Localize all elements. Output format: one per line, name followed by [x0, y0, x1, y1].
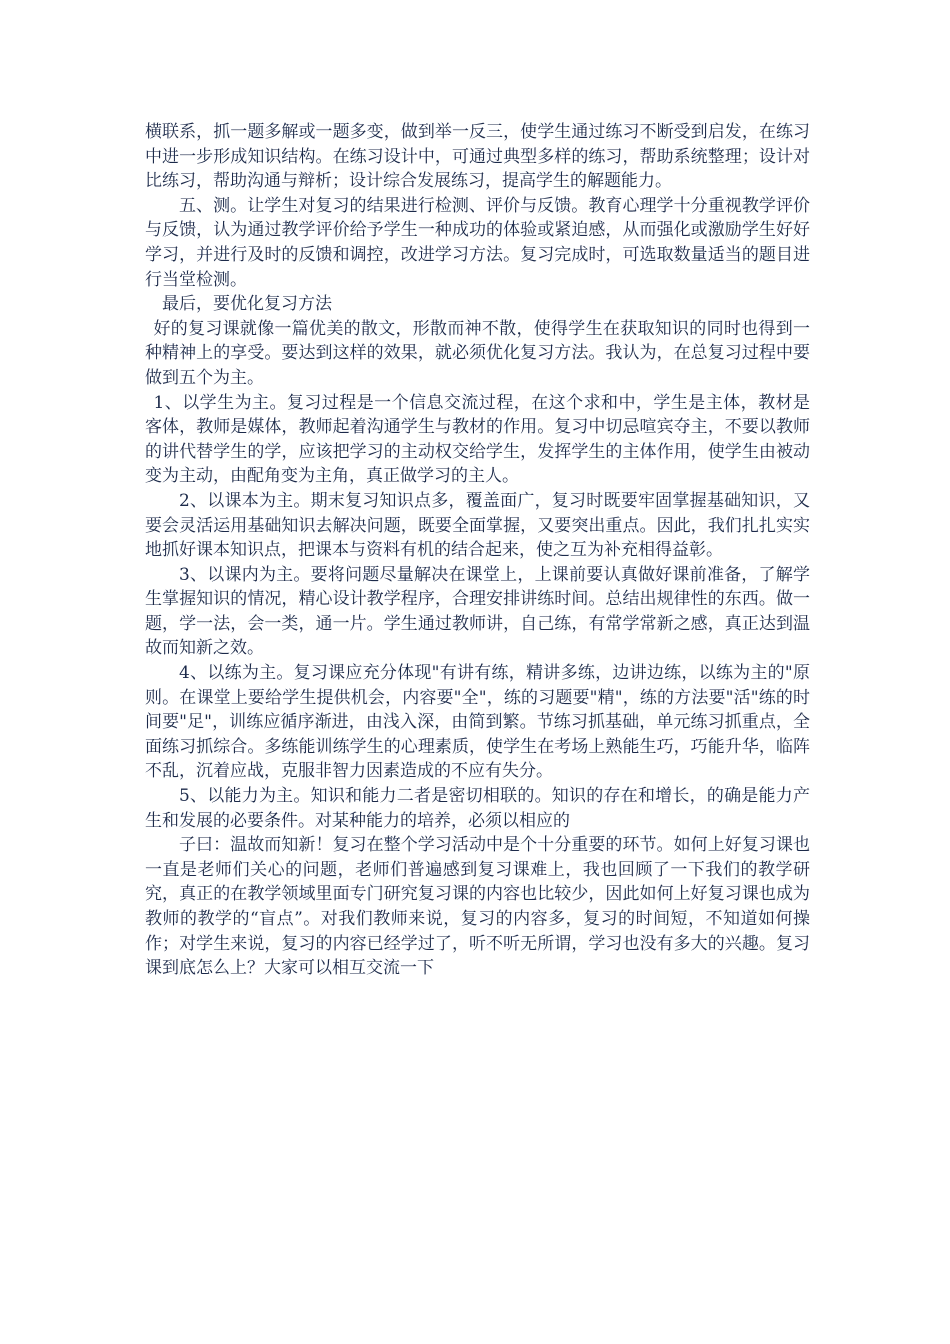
- paragraph-confucius-quote: 子曰：温故而知新！复习在整个学习活动中是个十分重要的环节。如何上好复习课也一直是老师们关心的问题，老师们普遍感到复习课难上，我也回顾了一下我们的教学研究，真正的在教学领域里面专门研究复习课的内容也比较少，因此如何上好复习课也成为教师的教学的“盲点”。对我们教师来说，复习的内容多，复习的时间短，不知道如何操作；对学生来说，复习的内容已经学过了，听不听无所谓，学习也没有多大的兴趣。复习课到底怎么上？大家可以相互交流一下: [145, 835, 810, 979]
- paragraph-practice-centered: 4、以练为主。复习课应充分体现"有讲有练，精讲多练，边讲边练，以练为主的"原则。在课堂上要给学生提供机会，内容要"全"，练的习题要"精"，练的方法要"活"练的时间要"足"，训练应循序渐进，由浅入深，由简到繁。节练习抓基础，单元练习抓重点，全面练习抓综合。多练能训练学生的心理素质，使学生在考场上熟能生巧，巧能升华，临阵不乱，沉着应战，克服非智力因素造成的不应有失分。: [145, 663, 810, 782]
- document-body: [145, 120, 810, 981]
- paragraph-five-test: 五、测。让学生对复习的结果进行检测、评价与反馈。教育心理学十分重视教学评价与反馈，认为通过教学评价给予学生一种成功的体验或紧迫感，从而强化或激励学生好好学习，并进行及时的反馈和调控，改进学习方法。复习完成时，可选取数量适当的题目进行当堂检测。: [145, 195, 810, 290]
- paragraph-good-review-class: 好的复习课就像一篇优美的散文，形散而神不散，使得学生在获取知识的同时也得到一种精神上的享受。要达到这样的效果，就必须优化复习方法。我认为，在总复习过程中要做到五个为主。: [145, 318, 810, 388]
- paragraph-practice-continued: 横联系，抓一题多解或一题多变，做到举一反三，使学生通过练习不断受到启发，在练习中进一步形成知识结构。在练习设计中，可通过典型多样的练习，帮助系统整理；设计对比练习，帮助沟通与辩析；设计综合发展练习，提高学生的解题能力。: [145, 122, 810, 192]
- paragraph-student-centered: 1、以学生为主。复习过程是一个信息交流过程，在这个求和中，学生是主体，教材是客体，教师是媒体，教师起着沟通学生与教材的作用。复习中切忌喧宾夺主，不要以教师的讲代替学生的学，应该把学习的主动权交给学生，发挥学生的主体作用，使学生由被动变为主动，由配角变为主角，真正做学习的主人。: [145, 392, 810, 487]
- paragraph-textbook-centered: 2、以课本为主。期末复习知识点多，覆盖面广，复习时既要牢固掌握基础知识，又要会灵活运用基础知识去解决问题，既要全面掌握，又要突出重点。因此，我们扎扎实实地抓好课本知识点，把课本与资料有机的结合起来，使之互为补充相得益彰。: [145, 490, 810, 561]
- section-heading-optimize-methods: 最后，要优化复习方法: [162, 294, 332, 315]
- paragraph-ability-centered: 5、以能力为主。知识和能力二者是密切相联的。知识的存在和增长，的确是能力产生和发展的必要条件。对某种能力的培养，必须以相应的: [145, 786, 810, 831]
- paragraph-in-class-centered: 3、以课内为主。要将问题尽量解决在课堂上，上课前要认真做好课前准备，了解学生掌握知识的情况，精心设计教学程序，合理安排讲练时间。总结出规律性的东西。做一题，学一法，会一类，通一片。学生通过教师讲，自己练，有常学常新之感，真正达到温故而知新之效。: [145, 564, 810, 659]
